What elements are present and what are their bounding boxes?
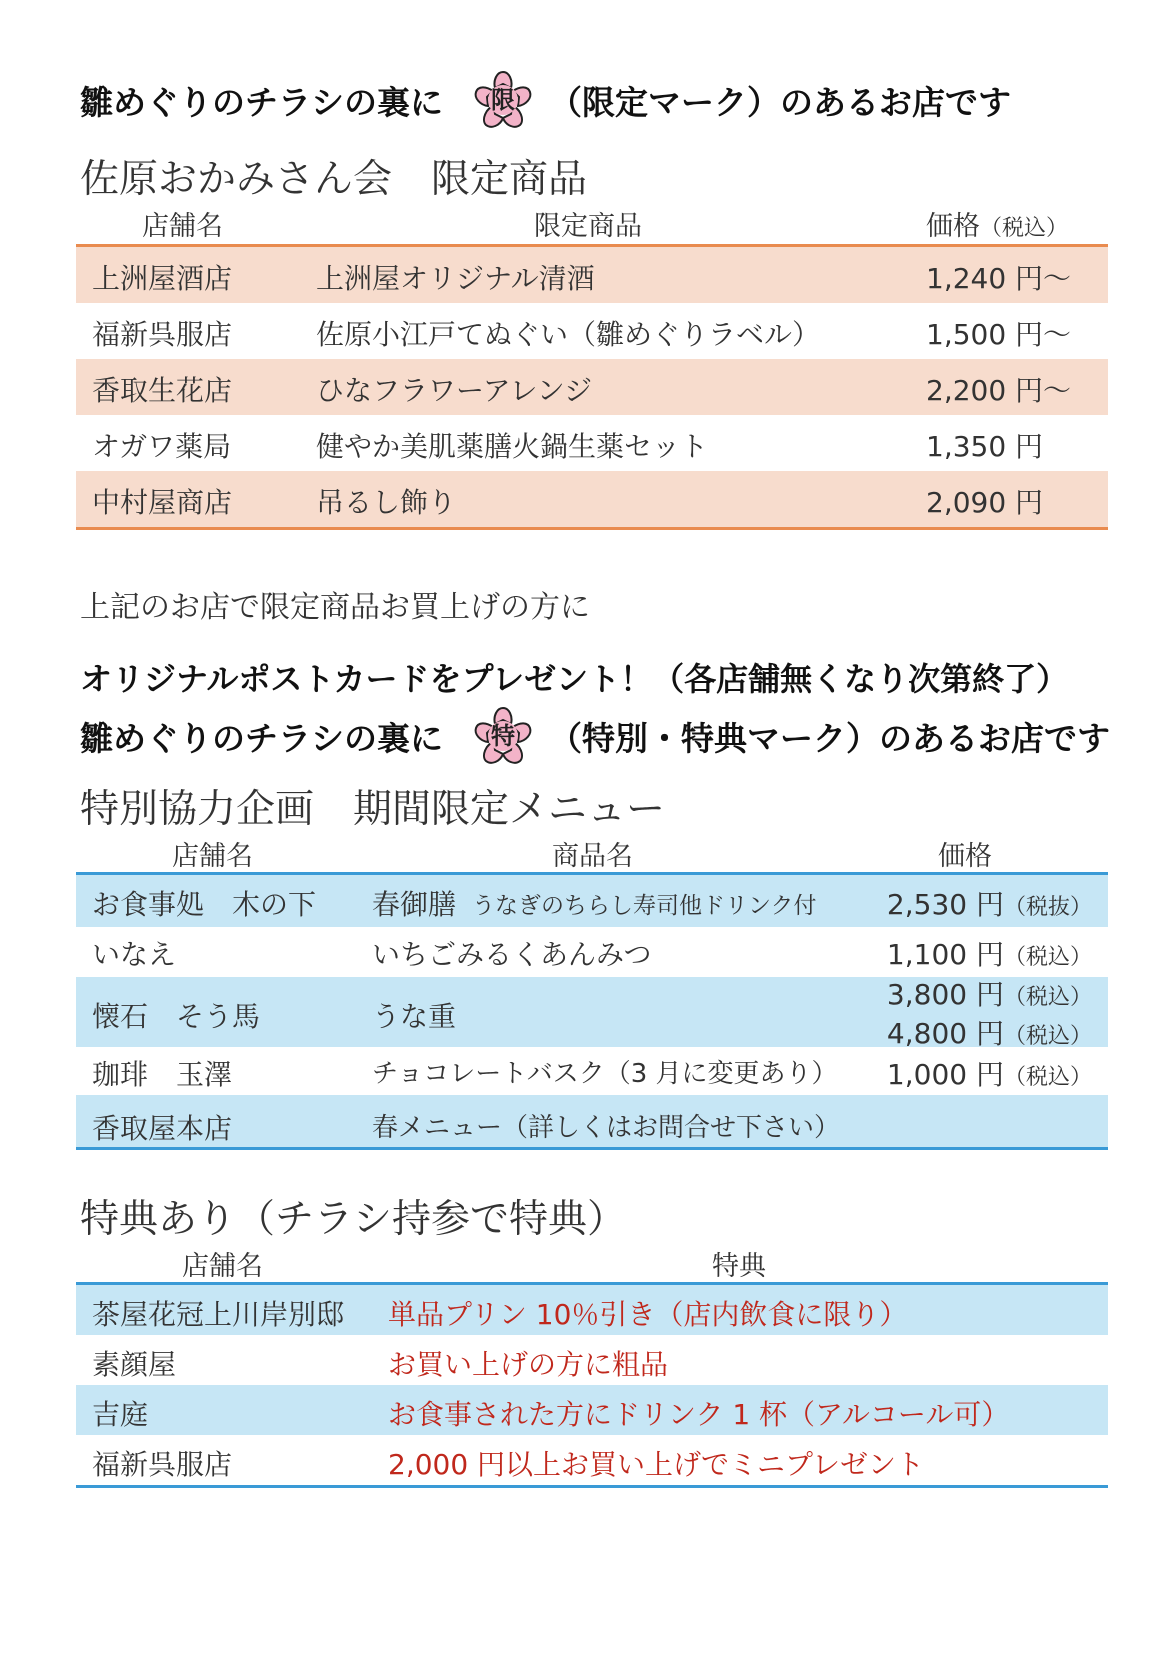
table-row: [76, 359, 1108, 415]
heading-post: （特別・特典マーク）のあるお店です: [549, 718, 1110, 758]
item-sub: うなぎのちらし寿司他ドリンク付: [472, 893, 817, 919]
header-price-label: 価格: [926, 211, 980, 242]
header-price: 価格: [938, 841, 992, 872]
heading-post: （限定マーク）のあるお店です: [549, 82, 1011, 122]
header-shop: 店舗名: [172, 841, 253, 872]
item-price: [887, 933, 1092, 973]
header-shop: 店舗名: [142, 211, 223, 242]
shop-name: お食事処 木の下: [92, 888, 317, 921]
item-name: 春メニュー（詳しくはお問合せ下さい）: [372, 1113, 841, 1143]
note-postcard: オリジナルポストカードをプレゼント！（各店舗無くなり次第終了）: [80, 660, 1069, 698]
shop-name: 福新呉服店: [92, 1448, 233, 1481]
item-name: うな重: [372, 1000, 457, 1033]
benefit-text: お買い上げの方に粗品: [388, 1348, 669, 1381]
header-shop: 店舗名: [182, 1251, 263, 1282]
section3-title: 特典あり（チラシ持参で特典）: [80, 1197, 627, 1242]
table-row: [76, 1047, 1108, 1095]
price-value-2: 4,800 円: [886, 1017, 1004, 1050]
shop-name: 香取屋本店: [92, 1112, 233, 1145]
price-tax: （税込）: [1003, 1065, 1092, 1090]
benefits-table: [76, 1240, 1108, 1488]
benefit-text: 単品プリン 10％引き（店内飲食に限り）: [388, 1298, 908, 1331]
shop-name: 吉庭: [92, 1398, 149, 1431]
item-price: 1,240 円～: [926, 262, 1072, 295]
table-header: [76, 830, 1108, 872]
price-value: 1,000 円: [886, 1058, 1004, 1091]
table-body: [76, 244, 1108, 530]
note-purchase: 上記のお店で限定商品お買上げの方に: [80, 590, 590, 625]
price-value: 1,100 円: [886, 938, 1004, 971]
section2-title: 特別協力企画 期間限定メニュー: [80, 787, 666, 832]
shop-name: 懐石 そう馬: [92, 1000, 261, 1033]
header-tax-label: （税込）: [980, 216, 1069, 241]
heading-special-mark: [80, 704, 1110, 768]
benefit-text: お食事された方にドリンク 1 杯（アルコール可）: [388, 1398, 1010, 1431]
item-name: いちごみるくあんみつ: [372, 938, 652, 971]
table-row: [76, 1435, 1108, 1485]
sakura-mark-char: 特: [491, 722, 515, 750]
item-name: 健やか美肌薬膳火鍋生薬セット: [316, 430, 709, 463]
price-tax-2: （税込）: [1003, 1024, 1092, 1049]
item-price: 1,350 円: [926, 430, 1044, 463]
shop-name: オガワ薬局: [92, 430, 232, 463]
shop-name: 茶屋花冠上川岸別邸: [92, 1298, 345, 1331]
shop-name: 中村屋商店: [92, 486, 233, 519]
item-price: [887, 883, 1092, 923]
price-tax: （税込）: [1003, 945, 1092, 970]
benefit-text: 2,000 円以上お買い上げでミニプレゼント: [388, 1448, 924, 1481]
section1-title: 佐原おかみさん会 限定商品: [80, 157, 588, 202]
heading-pre: 雛めぐりのチラシの裏に: [80, 82, 443, 122]
sakura-mark-char: 限: [491, 86, 515, 114]
shop-name: いなえ: [92, 938, 177, 971]
price-value: 3,800 円: [886, 978, 1004, 1011]
shop-name: 素顔屋: [92, 1348, 177, 1381]
heading-limited-mark: [80, 68, 1011, 132]
item-name: ひなフラワーアレンジ: [316, 374, 593, 407]
sakura-limited-icon: [471, 68, 535, 132]
shop-name: 香取生花店: [92, 374, 233, 407]
table-row: [76, 927, 1108, 977]
header-price: [926, 204, 1068, 243]
item-name: 春御膳: [372, 888, 457, 921]
item-price: 2,200 円～: [926, 374, 1072, 407]
price-tax: （税込）: [1003, 985, 1092, 1010]
table-row: [76, 303, 1108, 359]
shop-name: 珈琲 玉澤: [92, 1058, 233, 1091]
item-name: 吊るし飾り: [316, 486, 457, 519]
item-price: 2,090 円: [926, 486, 1044, 519]
header-benefit: 特典: [712, 1251, 766, 1282]
table-header: [76, 1240, 1108, 1282]
item-price: [887, 1053, 1092, 1093]
heading-pre: 雛めぐりのチラシの裏に: [80, 718, 443, 758]
table-row: [76, 977, 1108, 1050]
shop-name: 上洲屋酒店: [92, 262, 233, 295]
price-tax: （税抜）: [1003, 895, 1092, 920]
item-name: 佐原小江戸てぬぐい（雛めぐりラベル）: [316, 318, 821, 351]
table-body: [76, 872, 1108, 1150]
limited-items-table: [76, 200, 1108, 530]
table-body: [76, 1282, 1108, 1488]
table-row: [76, 1335, 1108, 1385]
table-row: [76, 415, 1108, 471]
item-name: 上洲屋オリジナル清酒: [316, 262, 595, 295]
table-row: [76, 1285, 1108, 1335]
special-menu-table: [76, 830, 1108, 1150]
item-price: 1,500 円～: [926, 318, 1072, 351]
header-item: 限定商品: [534, 211, 642, 242]
table-row: [76, 1385, 1108, 1435]
sakura-special-icon: [471, 704, 535, 768]
header-item: 商品名: [552, 841, 633, 872]
price-value: 2,530 円: [886, 888, 1004, 921]
table-row: [76, 1095, 1108, 1147]
table-row: [76, 875, 1108, 927]
shop-name: 福新呉服店: [92, 318, 233, 351]
item-name: チョコレートバスク（3 月に変更あり）: [372, 1059, 838, 1089]
table-header: [76, 200, 1108, 244]
table-row: [76, 471, 1108, 527]
table-row: [76, 247, 1108, 303]
item-price: [887, 977, 1092, 1055]
